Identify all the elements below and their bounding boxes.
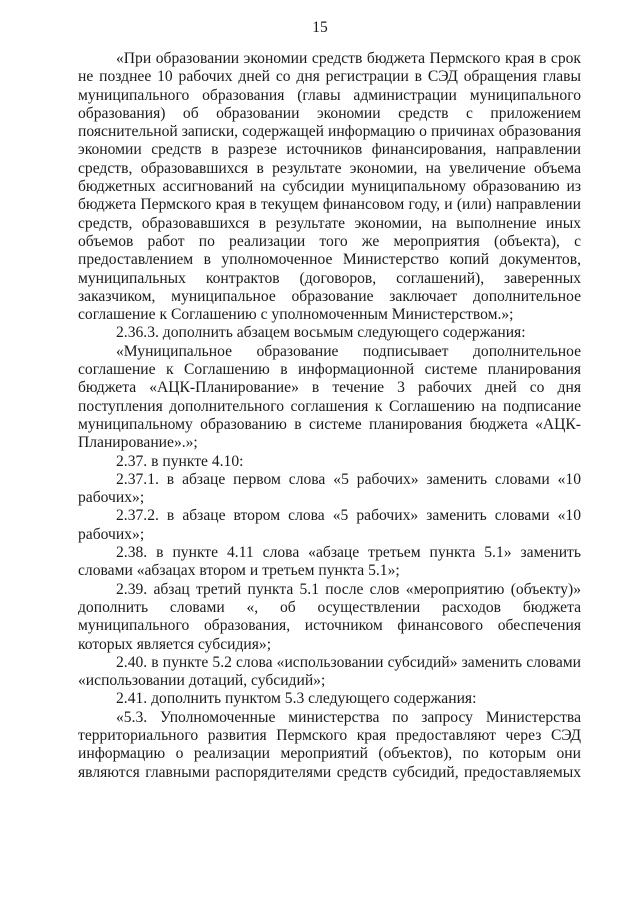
paragraph-economy-savings: «При образовании экономии средств бюджета Пермского края в срок не позднее 10 рабочих дней со дня регистрации в СЭД обращения главы муниципального образования (главы администрации муниципального образования) об образовании экономии средств с приложением пояснительной записки, содержащей информацию о причинах образования экономии средств в разрезе источников финансирования, направлении средств, образовавшихся в результате экономии, на увеличение объема бюджетных ассигнований на субсидии муниципальному образованию из бюджета Пермского края в текущем финансовом году, и (или) направлении средств, образовавшихся в результате экономии, на выполнение иных объемов работ по реализации того же мероприятия (объекта), с предоставлением в уполномоченное Министерство копий документов, муниципальных контрактов (договоров, соглашений), заверенных заказчиком, муниципальное образование заключает дополнительное соглашение к Соглашению с уполномоченным Министерством.»; <box>78 50 581 324</box>
paragraph-5-3: «5.3. Уполномоченные министерства по запросу Министерства территориального развития Пермского края предоставляют через СЭД информацию о реализации мероприятий (объектов), по которым они являются главными распорядителями средств субсидий, предоставляемых <box>78 708 581 781</box>
page-number: 15 <box>312 19 328 36</box>
paragraph-2-37: 2.37. в пункте 4.10: <box>116 452 244 470</box>
paragraph-2-38: 2.38. в пункте 4.11 слова «абзаце третьем пункта 5.1» заменить словами «абзацах втором и третьем пункта 5.1»; <box>78 544 581 580</box>
paragraph-2-36-3: 2.36.3. дополнить абзацем восьмым следующего содержания: <box>116 324 526 342</box>
paragraph-acc-planning: «Муниципальное образование подписывает дополнительное соглашение к Соглашению в информационной системе планирования бюджета «АЦК-Планирование» в течение 3 рабочих дней со дня поступления дополнительного соглашения к Соглашению на подписание муниципальному образованию в системе планирования бюджета «АЦК-Планирование».»; <box>78 342 581 452</box>
paragraph-2-39: 2.39. абзац третий пункта 5.1 после слов «мероприятию (объекту)» дополнить словами «, об осуществлении расходов бюджета муниципального образования, источником финансового обеспечения которых является субсидия»; <box>78 580 581 653</box>
paragraph-2-37-1: 2.37.1. в абзаце первом слова «5 рабочих» заменить словами «10 рабочих»; <box>78 470 581 507</box>
paragraph-2-41: 2.41. дополнить пунктом 5.3 следующего содержания: <box>116 690 477 708</box>
paragraph-2-37-2: 2.37.2. в абзаце втором слова «5 рабочих» заменить словами «10 рабочих»; <box>78 507 581 543</box>
paragraph-2-40: 2.40. в пункте 5.2 слова «использовании субсидий» заменить словами «использовании дотаций, субсидий»; <box>78 653 581 690</box>
document-body <box>78 50 581 782</box>
